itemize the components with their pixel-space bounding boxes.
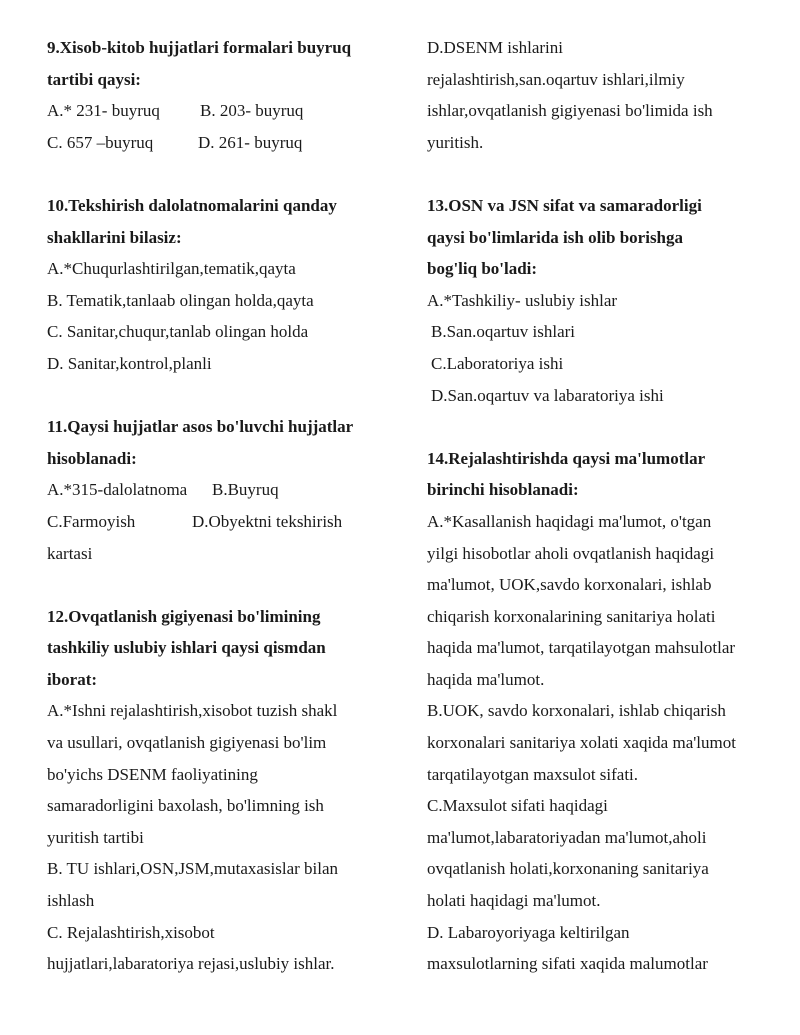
answer-line: ma'lumot,labaratoriyadan ma'lumot,aholi (427, 827, 707, 847)
answer-option: B. Tematik,tanlaab olingan holda,qayta (47, 290, 314, 310)
answer-line: va usullari, ovqatlanish gigiyenasi bo'lim (47, 733, 327, 753)
question-title: 14.Rejalashtirishda qaysi ma'lumotlar (427, 448, 706, 468)
question-10 (47, 190, 387, 380)
answer-line: ma'lumot, UOK,savdo korxonalari, ishlab (427, 575, 712, 595)
answer-row (47, 127, 387, 159)
question-11 (47, 411, 387, 569)
answer-line: yuritish tartibi (47, 827, 144, 847)
question-12-continued (427, 32, 772, 158)
answer-line: B.UOK, savdo korxonalari, ishlab chiqarish (427, 701, 726, 721)
question-title: tartibi qaysi: (47, 69, 141, 89)
answer-line: C. Rejalashtirish,xisobot (47, 922, 215, 942)
answer-option: C. 657 –buyruq (47, 132, 154, 152)
answer-option: A.*Tashkiliy- uslubiy ishlar (427, 290, 618, 310)
answer-line: A.*Kasallanish haqidagi ma'lumot, o'tgan (427, 511, 712, 531)
answer-line: ovqatlanish holati,korxonaning sanitariya (427, 859, 709, 879)
answer-line: chiqarish korxonalarining sanitariya holati (427, 606, 716, 626)
answer-option: C. Sanitar,chuqur,tanlab olingan holda (47, 322, 309, 342)
question-14 (427, 443, 772, 980)
answer-option: C.Laboratoriya ishi (431, 353, 564, 373)
answer-line: yuritish. (427, 132, 484, 152)
answer-line: haqida ma'lumot. (427, 669, 545, 689)
answer-line: B. TU ishlari,OSN,JSM,mutaxasislar bilan (47, 859, 339, 879)
answer-row (47, 95, 387, 127)
answer-option: D. Sanitar,kontrol,planli (47, 353, 212, 373)
answer-line: samaradorligini baxolash, bo'limning ish (47, 796, 324, 816)
question-title: 10.Tekshirish dalolatnomalarini qanday (47, 195, 337, 215)
question-title: 13.OSN va JSN sifat va samaradorligi (427, 195, 702, 215)
answer-line: ishlar,ovqatlanish gigiyenasi bo'limida ish (427, 101, 713, 121)
question-13 (427, 190, 772, 411)
question-title: hisoblanadi: (47, 448, 137, 468)
question-title: birinchi hisoblanadi: (427, 480, 579, 500)
answer-option: B.Buyruq (212, 480, 279, 500)
question-title: iborat: (47, 669, 98, 689)
right-column (427, 32, 772, 980)
answer-option: D.Obyektni tekshirish (192, 511, 343, 531)
answer-row (47, 474, 387, 506)
question-title: shakllarini bilasiz: (47, 227, 182, 247)
answer-line: hujjatlari,labaratoriya rejasi,uslubiy ishlar. (47, 954, 335, 974)
question-title: 9.Xisob-kitob hujjatlari formalari buyruq (47, 38, 352, 57)
answer-option: D. 261- buyruq (198, 132, 303, 152)
answer-line: ishlash (47, 891, 95, 911)
answer-line: rejalashtirish,san.oqartuv ishlari,ilmiy (427, 69, 685, 89)
answer-line: maxsulotlarning sifati xaqida malumotlar (427, 954, 708, 974)
answer-line: bo'yichs DSENM faoliyatining (47, 764, 258, 784)
question-title: bog'liq bo'ladi: (427, 259, 538, 279)
answer-line: D.DSENM ishlarini (427, 38, 563, 57)
question-title: qaysi bo'limlarida ish olib borishga (427, 227, 684, 247)
answer-line: tarqatilayotgan maxsulot sifati. (427, 764, 639, 784)
answer-continuation: kartasi (47, 543, 93, 563)
answer-line: C.Maxsulot sifati haqidagi (427, 796, 608, 816)
left-column (47, 32, 387, 980)
answer-option: A.*Chuqurlashtirilgan,tematik,qayta (47, 259, 296, 279)
question-title: tashkiliy uslubiy ishlari qaysi qismdan (47, 638, 326, 658)
question-9 (47, 32, 387, 158)
answer-option: A.*315-dalolatnoma (47, 480, 188, 500)
answer-option: A.* 231- buyruq (47, 101, 160, 121)
answer-option: B.San.oqartuv ishlari (431, 322, 576, 342)
answer-line: yilgi hisobotlar aholi ovqatlanish haqidagi (427, 543, 715, 563)
question-12 (47, 601, 387, 980)
answer-line: D. Labaroyoriyaga keltirilgan (427, 922, 630, 942)
answer-line: haqida ma'lumot, tarqatilayotgan mahsulotlar (427, 638, 736, 658)
answer-option: D.San.oqartuv va labaratoriya ishi (431, 385, 664, 405)
question-title: 12.Ovqatlanish gigiyenasi bo'limining (47, 606, 321, 626)
answer-line: A.*Ishni rejalashtirish,xisobot tuzish shakl (47, 701, 338, 721)
answer-line: korxonalari sanitariya xolati xaqida ma'lumot (427, 733, 736, 753)
question-title: 11.Qaysi hujjatlar asos bo'luvchi hujjatlar (47, 417, 354, 437)
answer-option: B. 203- buyruq (200, 101, 304, 121)
answer-option: C.Farmoyish (47, 511, 136, 531)
answer-line: holati haqidagi ma'lumot. (427, 891, 601, 911)
answer-row (47, 506, 387, 538)
